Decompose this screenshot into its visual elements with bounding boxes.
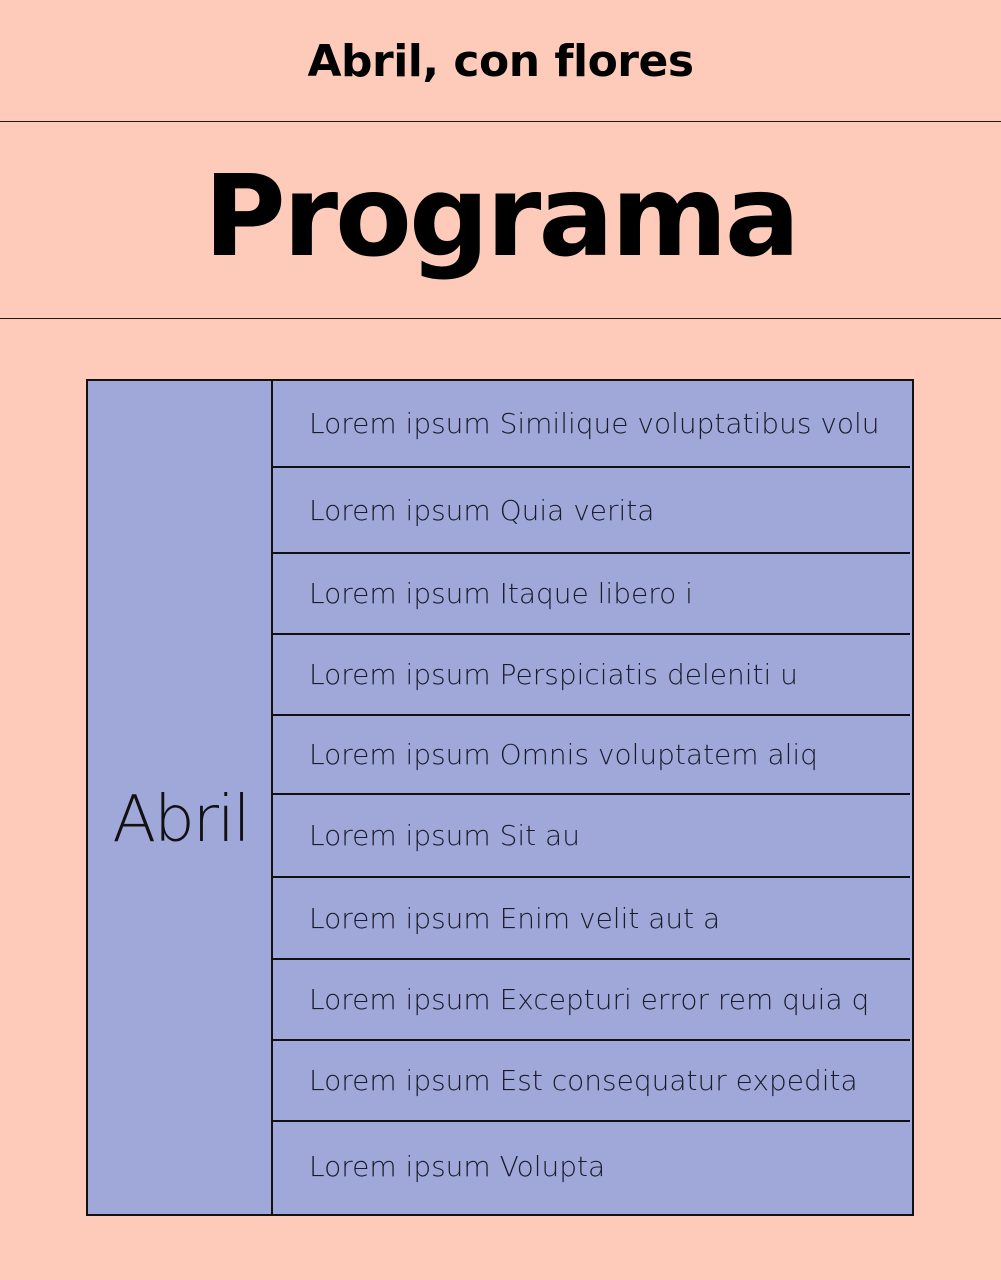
schedule-item: Lorem ipsum Est consequatur expedita: [309, 1064, 858, 1097]
month-column: [88, 381, 273, 1214]
schedule-item: Lorem ipsum Perspiciatis deleniti u: [309, 658, 798, 691]
month-label: Abril: [112, 782, 249, 857]
page-title: Programa: [203, 151, 798, 282]
title-divider: [0, 318, 1001, 319]
schedule-item: Lorem ipsum Omnis voluptatem aliq: [309, 738, 818, 771]
schedule-item: Lorem ipsum Excepturi error rem quia q: [309, 983, 870, 1016]
schedule-item: Lorem ipsum Volupta: [309, 1149, 606, 1183]
schedule-item: Lorem ipsum Quia verita: [309, 493, 655, 527]
schedule-rows: [273, 381, 910, 1214]
schedule-item: Lorem ipsum Itaque libero i: [309, 577, 693, 610]
schedule-item: Lorem ipsum Similique voluptatibus volu: [309, 407, 880, 440]
header-subtitle: Abril, con flores: [307, 35, 694, 87]
schedule-item: Lorem ipsum Sit au: [309, 819, 580, 852]
schedule-item: Lorem ipsum Enim velit aut a: [309, 901, 721, 935]
schedule-table: [86, 379, 914, 1216]
